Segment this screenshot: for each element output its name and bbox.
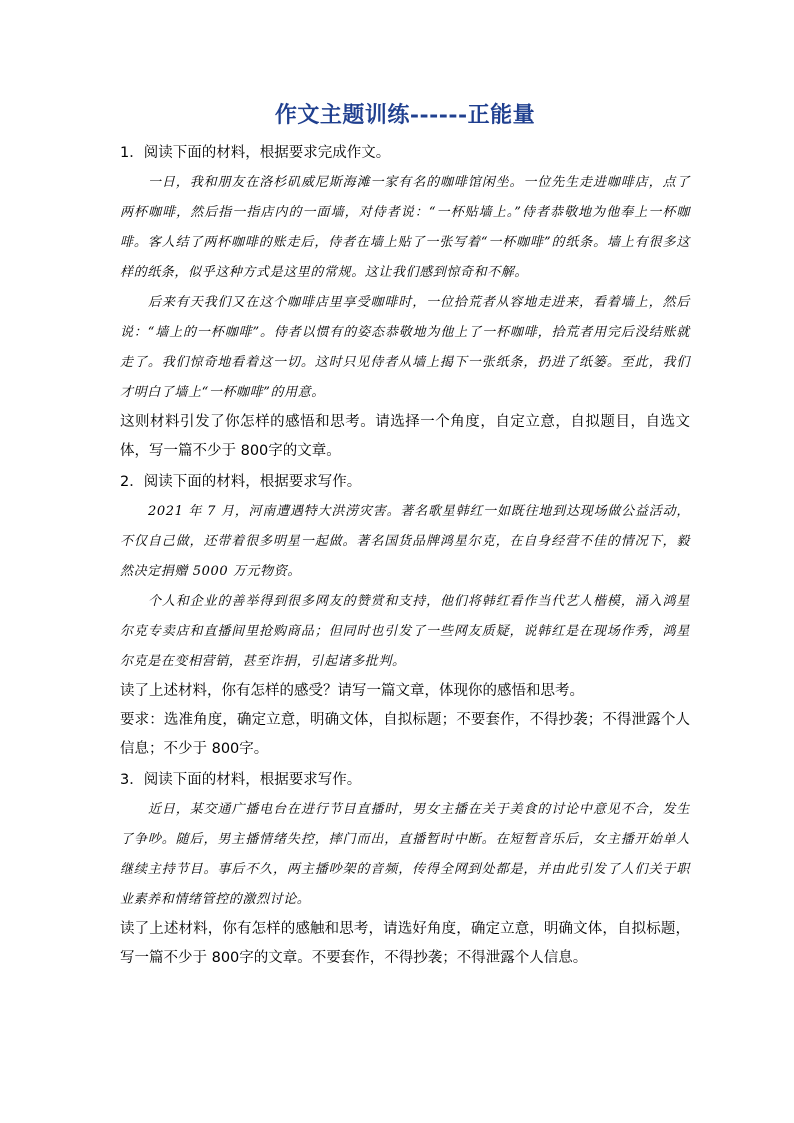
question-2 — [120, 468, 690, 764]
material-paragraph: 一日，我和朋友在洛杉矶威尼斯海滩一家有名的咖啡馆闲坐。一位先生走进咖啡店，点了两杯咖啡，然后指一指店内的一面墙，对侍者说：“一杯贴墙上。”侍者恭敬地为他奉上一杯咖啡。客人结了两杯咖啡的账走后，侍者在墙上贴了一张写着“一杯咖啡”的纸条。墙上有很多这样的纸条，似乎这种方式是这里的常规。这让我们感到惊奇和不解。 — [120, 175, 690, 280]
material-paragraph: 个人和企业的善举得到很多网友的赞赏和支持，他们将韩红看作当代艺人楷模，涌入鸿星尔克专卖店和直播间里抢购商品；但同时也引发了一些网友质疑，说韩红是在现场作秀，鸿星尔克是在变相营销，甚至诈捐，引起诸多批判。 — [120, 594, 690, 669]
document-title: 作文主题训练------正能量 — [274, 102, 536, 128]
question-prompt: 2．阅读下面的材料，根据要求写作。 — [120, 474, 362, 490]
writing-task: 读了上述材料，你有怎样的感触和思考，请选好角度，确定立意，明确文体，自拟标题，写一篇不少于 800字的文章。不要套作，不得抄袭；不得泄露个人信息。 — [120, 921, 690, 966]
material-paragraph: 2021 年 7 月，河南遭遇特大洪涝灾害。著名歌星韩红一如既往地到达现场做公益活动，不仅自己做，还带着很多明星一起做。著名国货品牌鸿星尔克，在自身经营不佳的情况下，毅然决定捐赠 5000 万元物资。 — [120, 504, 690, 579]
question-3 — [120, 766, 690, 973]
writing-task: 这则材料引发了你怎样的感悟和思考。请选择一个角度，自定立意，自拟题目，自选文体，写一篇不少于 800字的文章。 — [120, 414, 690, 459]
material-paragraph: 近日，某交通广播电台在进行节目直播时，男女主播在关于美食的讨论中意见不合，发生了争吵。随后，男主播情绪失控，摔门而出，直播暂时中断。在短暂音乐后，女主播开始单人继续主持节目。事后不久，两主播吵架的音频，传得全网到处都是，并由此引发了人们关于职业素养和情绪管控的激烈讨论。 — [120, 802, 690, 907]
question-prompt: 1．阅读下面的材料，根据要求完成作文。 — [120, 145, 391, 161]
question-prompt: 3．阅读下面的材料，根据要求写作。 — [120, 772, 362, 788]
question-1 — [120, 139, 690, 466]
material-paragraph: 后来有天我们又在这个咖啡店里享受咖啡时，一位拾荒者从容地走进来，看着墙上，然后说：“墙上的一杯咖啡”。侍者以惯有的姿态恭敬地为他上了一杯咖啡，拾荒者用完后没结账就走了。我们惊奇地看着这一切。这时只见侍者从墙上揭下一张纸条，扔进了纸篓。至此，我们才明白了墙上“一杯咖啡”的用意。 — [120, 295, 690, 400]
writing-task: 读了上述材料，你有怎样的感受？请写一篇文章，体现你的感悟和思考。 — [120, 683, 584, 699]
writing-requirements: 要求：选准角度，确定立意，明确文体，自拟标题；不要套作，不得抄袭；不得泄露个人信息；不少于 800字。 — [120, 712, 690, 757]
